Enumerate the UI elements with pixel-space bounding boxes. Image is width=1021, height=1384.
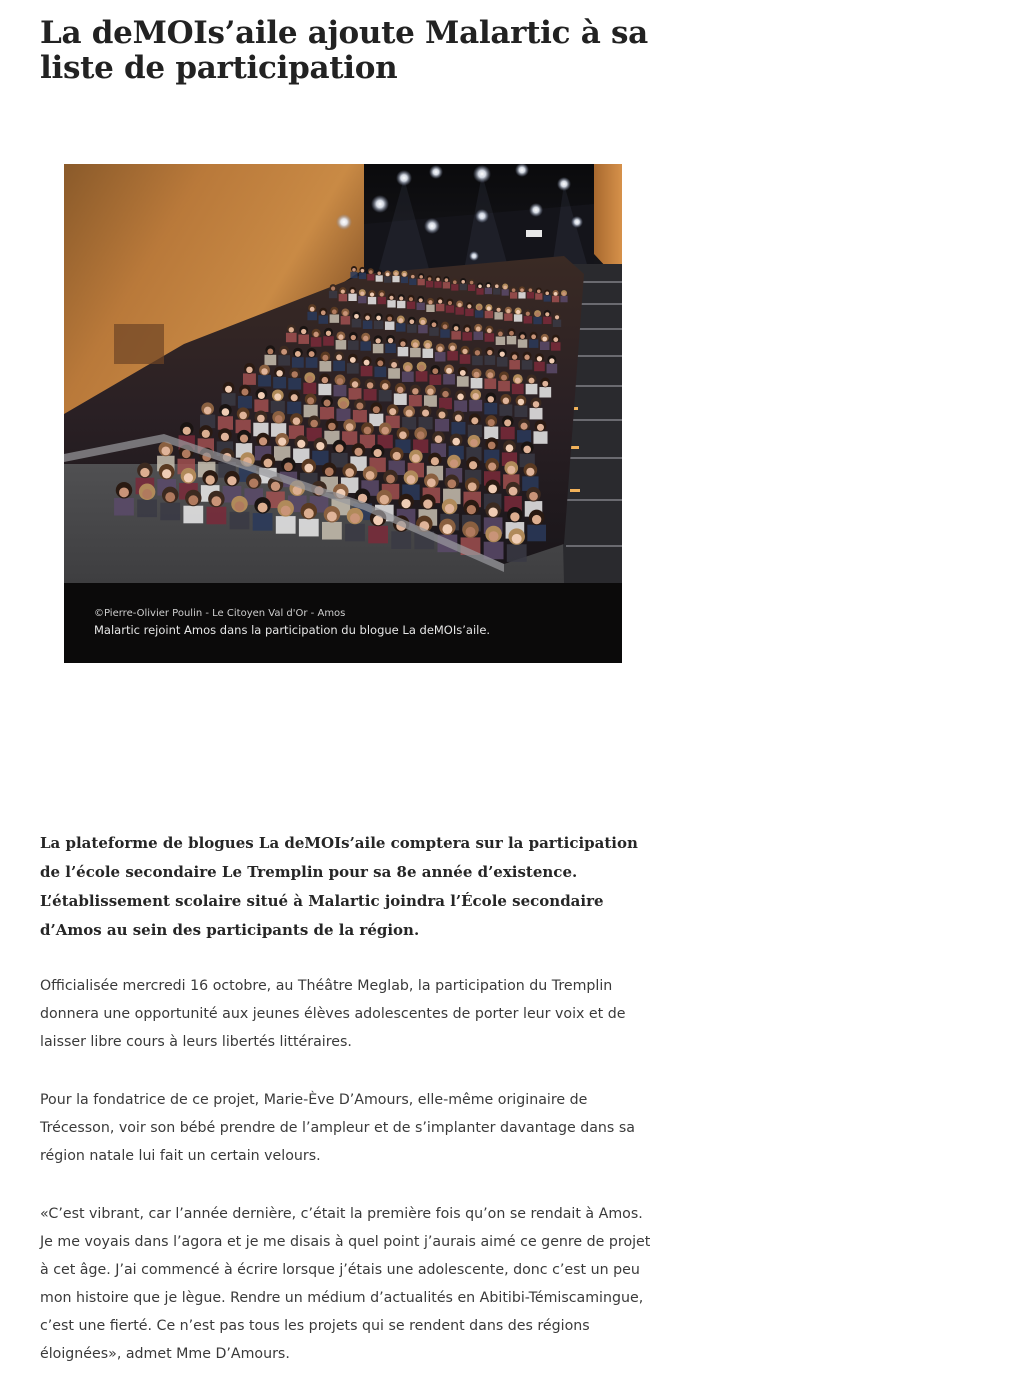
- article-body: [40, 829, 652, 1384]
- article-paragraph: «C’est vibrant, car l’année dernière, c’était la première fois qu’on se rendait à Amos. Je me voyais dans l’agora et je me disais à quel point j’aurais aimé ce genre de projet à cet âge. J’ai commencé à écrire lorsque j’étais une adolescente, donc c’est un peu mon histoire que je lègue. Rendre un médium d’actualités en Abitibi-Témiscamingue, c’est une fierté. Ce n’est pas tous les projets qui se rendent dans des régions éloignées», admet Mme D’Amours.: [40, 1206, 651, 1362]
- article-paragraph: Officialisée mercredi 16 octobre, au Théâtre Meglab, la participation du Tremplin donnera une opportunité aux jeunes élèves adolescentes de porter leur voix et de laisser libre cours à leurs libertés littéraires.: [40, 978, 626, 1050]
- article-header: [40, 16, 650, 86]
- article-paragraph: Pour la fondatrice de ce projet, Marie-Ève D’Amours, elle-même originaire de Trécesson, voir son bébé prendre de l’ampleur et de s’implanter davantage dans sa région natale lui fait un certain velours.: [40, 1092, 635, 1164]
- auditorium-photo: [64, 164, 622, 583]
- caption-text: Malartic rejoint Amos dans la participation du blogue La deMOIs’aile.: [94, 623, 491, 637]
- photo-credit: ©Pierre-Olivier Poulin - Le Citoyen Val d'Or - Amos: [94, 608, 346, 619]
- article-lede: La plateforme de blogues La deMOIs’aile comptera sur la participation de l’école secondaire Le Tremplin pour sa 8e année d’existence. L’établissement scolaire situé à Malartic joindra l’École secondaire d’Amos au sein des participants de la région.: [40, 834, 638, 939]
- article-headline: La deMOIs’aile ajoute Malartic à sa liste de participation: [40, 15, 648, 86]
- figure-caption: [94, 607, 594, 639]
- article-figure: [64, 164, 622, 663]
